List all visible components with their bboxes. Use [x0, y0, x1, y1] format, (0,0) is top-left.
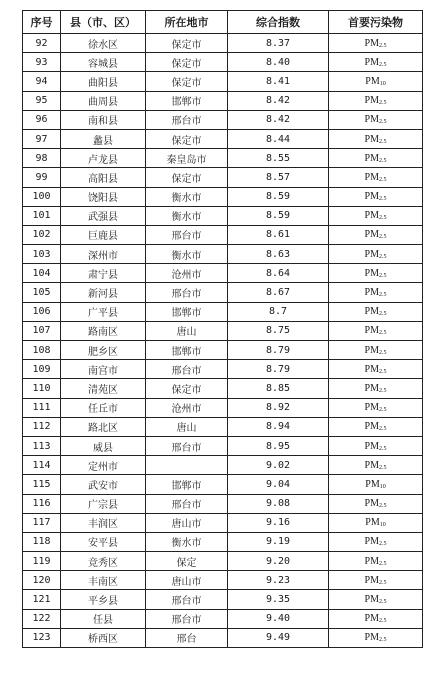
city-cell: 沧州市 — [146, 264, 228, 283]
table-row — [23, 264, 423, 283]
pollutant-size-subscript: 2.5 — [378, 272, 387, 279]
serial-number-cell: 107 — [23, 321, 61, 340]
pollutant-name: PM — [364, 459, 379, 471]
primary-pollutant-cell — [329, 34, 423, 53]
pollutant-size-subscript: 2.5 — [378, 42, 387, 49]
primary-pollutant-cell — [329, 552, 423, 571]
header-serial-number: 序号 — [23, 11, 61, 34]
composite-index-cell: 8.41 — [228, 72, 329, 91]
primary-pollutant-cell — [329, 532, 423, 551]
pollutant-size-subscript: 10 — [379, 80, 386, 87]
city-cell: 邢台市 — [146, 609, 228, 628]
table-row — [23, 398, 423, 417]
table-row — [23, 475, 423, 494]
pollutant-name: PM — [364, 56, 379, 68]
serial-number-cell: 118 — [23, 532, 61, 551]
serial-number-cell: 110 — [23, 379, 61, 398]
city-cell: 邢台市 — [146, 590, 228, 609]
pollutant-name: PM — [364, 594, 379, 606]
county-cell: 肃宁县 — [61, 264, 146, 283]
pollutant-size-subscript: 2.5 — [378, 579, 387, 586]
composite-index-cell: 8.94 — [228, 417, 329, 436]
pollutant-size-subscript: 2.5 — [378, 234, 387, 241]
serial-number-cell: 96 — [23, 110, 61, 129]
table-row — [23, 456, 423, 475]
city-cell: 沧州市 — [146, 398, 228, 417]
primary-pollutant-cell — [329, 129, 423, 148]
serial-number-cell: 119 — [23, 552, 61, 571]
serial-number-cell: 99 — [23, 168, 61, 187]
serial-number-cell: 109 — [23, 360, 61, 379]
county-cell: 南宫市 — [61, 360, 146, 379]
composite-index-cell: 9.49 — [228, 628, 329, 647]
pollutant-size-subscript: 2.5 — [378, 387, 387, 394]
primary-pollutant-cell — [329, 341, 423, 360]
pollutant-size-subscript: 2.5 — [378, 560, 387, 567]
city-cell: 邯郸市 — [146, 475, 228, 494]
pollutant-size-subscript: 2.5 — [378, 637, 387, 644]
county-cell: 曲阳县 — [61, 72, 146, 91]
primary-pollutant-cell — [329, 321, 423, 340]
pollutant-name: PM — [364, 191, 379, 203]
pollutant-name: PM — [364, 210, 379, 222]
table-header-row — [23, 11, 423, 34]
primary-pollutant-cell — [329, 225, 423, 244]
table-row — [23, 129, 423, 148]
county-cell: 定州市 — [61, 456, 146, 475]
city-cell: 保定市 — [146, 53, 228, 72]
table-row — [23, 187, 423, 206]
serial-number-cell: 100 — [23, 187, 61, 206]
city-cell: 邢台 — [146, 628, 228, 647]
pollutant-name: PM — [364, 171, 379, 183]
primary-pollutant-cell — [329, 72, 423, 91]
primary-pollutant-cell — [329, 494, 423, 513]
pollutant-name: PM — [364, 632, 379, 644]
primary-pollutant-cell — [329, 417, 423, 436]
city-cell: 唐山市 — [146, 513, 228, 532]
composite-index-cell: 8.57 — [228, 168, 329, 187]
pollutant-size-subscript: 2.5 — [378, 368, 387, 375]
pollutant-size-subscript: 2.5 — [378, 176, 387, 183]
serial-number-cell: 111 — [23, 398, 61, 417]
header-primary-pollutant: 首要污染物 — [329, 11, 423, 34]
primary-pollutant-cell — [329, 91, 423, 110]
city-cell: 邢台市 — [146, 110, 228, 129]
pollutant-size-subscript: 2.5 — [378, 138, 387, 145]
header-composite-index: 综合指数 — [228, 11, 329, 34]
county-cell: 任县 — [61, 609, 146, 628]
table-row — [23, 379, 423, 398]
pollutant-name: PM — [364, 344, 379, 356]
county-cell: 平乡县 — [61, 590, 146, 609]
primary-pollutant-cell — [329, 283, 423, 302]
serial-number-cell: 115 — [23, 475, 61, 494]
header-county: 县（市、区） — [61, 11, 146, 34]
county-cell: 武强县 — [61, 206, 146, 225]
pollutant-size-subscript: 10 — [379, 483, 386, 490]
county-cell: 蠡县 — [61, 129, 146, 148]
county-cell: 威县 — [61, 436, 146, 455]
county-cell: 武安市 — [61, 475, 146, 494]
composite-index-cell: 8.85 — [228, 379, 329, 398]
composite-index-cell: 9.08 — [228, 494, 329, 513]
composite-index-cell: 8.59 — [228, 206, 329, 225]
county-cell: 饶阳县 — [61, 187, 146, 206]
pollutant-size-subscript: 2.5 — [378, 61, 387, 68]
composite-index-cell: 9.20 — [228, 552, 329, 571]
pollutant-name: PM — [364, 421, 379, 433]
county-cell: 徐水区 — [61, 34, 146, 53]
pollutant-size-subscript: 2.5 — [378, 330, 387, 337]
serial-number-cell: 120 — [23, 571, 61, 590]
serial-number-cell: 104 — [23, 264, 61, 283]
table-row — [23, 206, 423, 225]
pollutant-name: PM — [364, 382, 379, 394]
serial-number-cell: 106 — [23, 302, 61, 321]
city-cell: 保定市 — [146, 129, 228, 148]
city-cell: 秦皇岛市 — [146, 149, 228, 168]
county-cell: 桥西区 — [61, 628, 146, 647]
city-cell: 邢台市 — [146, 225, 228, 244]
table-row — [23, 360, 423, 379]
county-cell: 高阳县 — [61, 168, 146, 187]
table-row — [23, 417, 423, 436]
county-cell: 深州市 — [61, 245, 146, 264]
pollutant-name: PM — [364, 152, 379, 164]
composite-index-cell: 8.44 — [228, 129, 329, 148]
composite-index-cell: 8.42 — [228, 91, 329, 110]
pollutant-name: PM — [364, 613, 379, 625]
primary-pollutant-cell — [329, 206, 423, 225]
table-row — [23, 321, 423, 340]
primary-pollutant-cell — [329, 379, 423, 398]
serial-number-cell: 98 — [23, 149, 61, 168]
city-cell: 邢台市 — [146, 436, 228, 455]
composite-index-cell: 9.40 — [228, 609, 329, 628]
serial-number-cell: 112 — [23, 417, 61, 436]
pollutant-size-subscript: 2.5 — [378, 618, 387, 625]
ranking-table-container — [22, 10, 423, 648]
pollutant-size-subscript: 2.5 — [378, 503, 387, 510]
city-cell: 唐山 — [146, 417, 228, 436]
composite-index-cell: 9.35 — [228, 590, 329, 609]
primary-pollutant-cell — [329, 110, 423, 129]
county-cell: 清苑区 — [61, 379, 146, 398]
table-row — [23, 302, 423, 321]
composite-index-cell: 9.23 — [228, 571, 329, 590]
city-cell: 邯郸市 — [146, 341, 228, 360]
composite-index-cell: 8.67 — [228, 283, 329, 302]
city-cell — [146, 456, 228, 475]
serial-number-cell: 97 — [23, 129, 61, 148]
city-cell: 邢台市 — [146, 360, 228, 379]
composite-index-cell: 8.79 — [228, 341, 329, 360]
county-cell: 竞秀区 — [61, 552, 146, 571]
county-cell: 安平县 — [61, 532, 146, 551]
table-row — [23, 149, 423, 168]
pollutant-name: PM — [364, 574, 379, 586]
serial-number-cell: 122 — [23, 609, 61, 628]
county-cell: 卢龙县 — [61, 149, 146, 168]
pollutant-size-subscript: 2.5 — [378, 157, 387, 164]
serial-number-cell: 121 — [23, 590, 61, 609]
pollutant-size-subscript: 2.5 — [378, 445, 387, 452]
serial-number-cell: 105 — [23, 283, 61, 302]
primary-pollutant-cell — [329, 302, 423, 321]
county-cell: 路北区 — [61, 417, 146, 436]
table-row — [23, 34, 423, 53]
city-cell: 衡水市 — [146, 187, 228, 206]
pollutant-name: PM — [364, 402, 379, 414]
primary-pollutant-cell — [329, 571, 423, 590]
primary-pollutant-cell — [329, 168, 423, 187]
composite-index-cell: 9.02 — [228, 456, 329, 475]
composite-index-cell: 8.63 — [228, 245, 329, 264]
composite-index-cell: 8.75 — [228, 321, 329, 340]
city-cell: 唐山市 — [146, 571, 228, 590]
county-cell: 容城县 — [61, 53, 146, 72]
city-cell: 保定 — [146, 552, 228, 571]
city-cell: 衡水市 — [146, 245, 228, 264]
table-row — [23, 571, 423, 590]
pollutant-name: PM — [364, 229, 379, 241]
pollutant-size-subscript: 2.5 — [378, 292, 387, 299]
primary-pollutant-cell — [329, 436, 423, 455]
primary-pollutant-cell — [329, 513, 423, 532]
city-cell: 衡水市 — [146, 532, 228, 551]
serial-number-cell: 102 — [23, 225, 61, 244]
city-cell: 邢台市 — [146, 494, 228, 513]
table-row — [23, 494, 423, 513]
serial-number-cell: 94 — [23, 72, 61, 91]
pollutant-size-subscript: 2.5 — [378, 407, 387, 414]
pollutant-name: PM — [364, 287, 379, 299]
pollutant-size-subscript: 2.5 — [378, 349, 387, 356]
table-row — [23, 532, 423, 551]
primary-pollutant-cell — [329, 264, 423, 283]
county-cell: 肥乡区 — [61, 341, 146, 360]
composite-index-cell: 9.19 — [228, 532, 329, 551]
city-cell: 邯郸市 — [146, 91, 228, 110]
pollutant-name: PM — [364, 248, 379, 260]
table-row — [23, 245, 423, 264]
header-city: 所在地市 — [146, 11, 228, 34]
composite-index-cell: 8.42 — [228, 110, 329, 129]
table-row — [23, 590, 423, 609]
county-cell: 南和县 — [61, 110, 146, 129]
pollutant-name: PM — [365, 75, 380, 87]
composite-index-cell: 8.55 — [228, 149, 329, 168]
city-cell: 保定市 — [146, 34, 228, 53]
composite-index-cell: 8.59 — [228, 187, 329, 206]
serial-number-cell: 116 — [23, 494, 61, 513]
city-cell: 邢台市 — [146, 283, 228, 302]
county-cell: 广宗县 — [61, 494, 146, 513]
serial-number-cell: 113 — [23, 436, 61, 455]
county-cell: 丰南区 — [61, 571, 146, 590]
pollutant-size-subscript: 2.5 — [378, 426, 387, 433]
primary-pollutant-cell — [329, 245, 423, 264]
city-cell: 保定市 — [146, 72, 228, 91]
table-row — [23, 283, 423, 302]
pollutant-size-subscript: 2.5 — [378, 196, 387, 203]
pollutant-name: PM — [364, 114, 379, 126]
primary-pollutant-cell — [329, 590, 423, 609]
serial-number-cell: 101 — [23, 206, 61, 225]
serial-number-cell: 95 — [23, 91, 61, 110]
composite-index-cell: 8.61 — [228, 225, 329, 244]
table-row — [23, 168, 423, 187]
primary-pollutant-cell — [329, 609, 423, 628]
composite-index-cell: 8.95 — [228, 436, 329, 455]
pollutant-name: PM — [364, 306, 379, 318]
primary-pollutant-cell — [329, 475, 423, 494]
pollutant-size-subscript: 2.5 — [378, 215, 387, 222]
composite-index-cell: 8.92 — [228, 398, 329, 417]
primary-pollutant-cell — [329, 398, 423, 417]
city-cell: 唐山 — [146, 321, 228, 340]
serial-number-cell: 114 — [23, 456, 61, 475]
pollutant-name: PM — [364, 440, 379, 452]
primary-pollutant-cell — [329, 628, 423, 647]
serial-number-cell: 93 — [23, 53, 61, 72]
county-air-quality-table — [22, 10, 423, 648]
pollutant-size-subscript: 2.5 — [378, 599, 387, 606]
city-cell: 保定市 — [146, 379, 228, 398]
serial-number-cell: 103 — [23, 245, 61, 264]
pollutant-name: PM — [364, 536, 379, 548]
table-row — [23, 513, 423, 532]
county-cell: 路南区 — [61, 321, 146, 340]
table-row — [23, 110, 423, 129]
pollutant-name: PM — [365, 517, 380, 529]
composite-index-cell: 9.04 — [228, 475, 329, 494]
county-cell: 丰润区 — [61, 513, 146, 532]
table-row — [23, 341, 423, 360]
table-row — [23, 72, 423, 91]
table-body — [23, 34, 423, 648]
table-row — [23, 91, 423, 110]
composite-index-cell: 8.7 — [228, 302, 329, 321]
pollutant-size-subscript: 2.5 — [378, 253, 387, 260]
county-cell: 新河县 — [61, 283, 146, 302]
pollutant-name: PM — [364, 498, 379, 510]
pollutant-name: PM — [365, 478, 380, 490]
pollutant-name: PM — [364, 37, 379, 49]
serial-number-cell: 108 — [23, 341, 61, 360]
county-cell: 广平县 — [61, 302, 146, 321]
composite-index-cell: 8.37 — [228, 34, 329, 53]
table-row — [23, 609, 423, 628]
pollutant-name: PM — [364, 133, 379, 145]
city-cell: 邯郸市 — [146, 302, 228, 321]
table-row — [23, 552, 423, 571]
serial-number-cell: 117 — [23, 513, 61, 532]
pollutant-size-subscript: 2.5 — [378, 119, 387, 126]
primary-pollutant-cell — [329, 53, 423, 72]
primary-pollutant-cell — [329, 360, 423, 379]
table-row — [23, 53, 423, 72]
serial-number-cell: 123 — [23, 628, 61, 647]
table-row — [23, 225, 423, 244]
pollutant-size-subscript: 2.5 — [378, 464, 387, 471]
pollutant-size-subscript: 10 — [379, 522, 386, 529]
pollutant-size-subscript: 2.5 — [378, 100, 387, 107]
primary-pollutant-cell — [329, 456, 423, 475]
pollutant-name: PM — [364, 267, 379, 279]
pollutant-name: PM — [364, 95, 379, 107]
pollutant-size-subscript: 2.5 — [378, 311, 387, 318]
table-row — [23, 628, 423, 647]
composite-index-cell: 9.16 — [228, 513, 329, 532]
pollutant-name: PM — [364, 363, 379, 375]
primary-pollutant-cell — [329, 149, 423, 168]
pollutant-size-subscript: 2.5 — [378, 541, 387, 548]
pollutant-name: PM — [364, 325, 379, 337]
pollutant-name: PM — [364, 555, 379, 567]
table-row — [23, 436, 423, 455]
city-cell: 衡水市 — [146, 206, 228, 225]
composite-index-cell: 8.64 — [228, 264, 329, 283]
county-cell: 任丘市 — [61, 398, 146, 417]
county-cell: 曲周县 — [61, 91, 146, 110]
county-cell: 巨鹿县 — [61, 225, 146, 244]
city-cell: 保定市 — [146, 168, 228, 187]
serial-number-cell: 92 — [23, 34, 61, 53]
composite-index-cell: 8.40 — [228, 53, 329, 72]
primary-pollutant-cell — [329, 187, 423, 206]
composite-index-cell: 8.79 — [228, 360, 329, 379]
